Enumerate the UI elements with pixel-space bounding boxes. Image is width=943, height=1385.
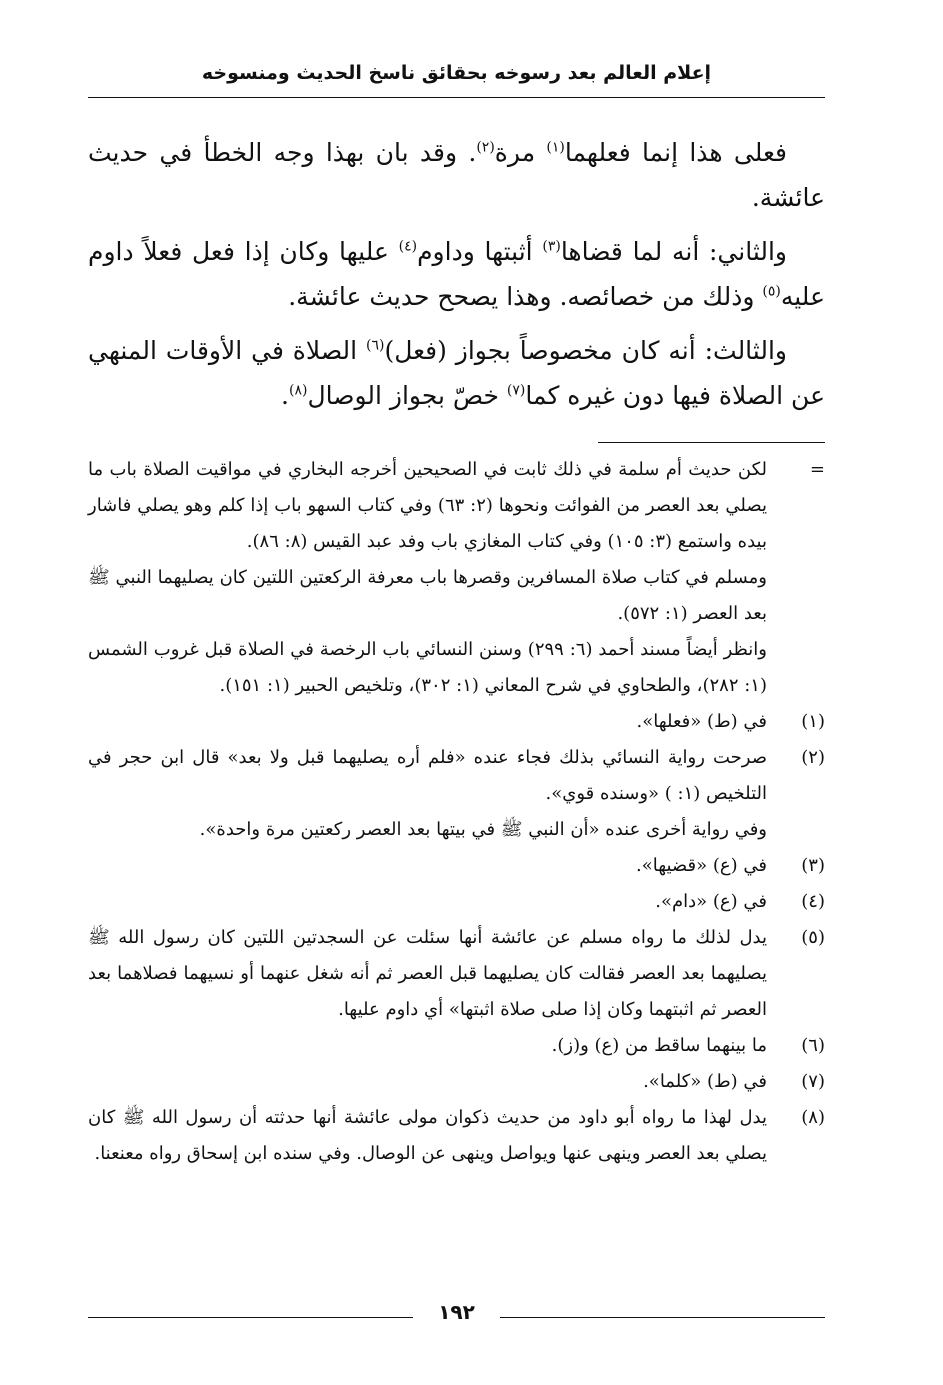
footnote-body	[88, 452, 767, 704]
footnote-mark: (٣)	[801, 855, 825, 876]
footnote-6	[88, 1028, 825, 1064]
footnote-paragraph: يدل لذلك ما رواه مسلم عن عائشة أنها سئلت عن السجدتين اللتين كان رسول الله ﷺ يصليهما بعد العصر فقالت كان يصليهما قبل العصر ثم أنه شغل عنهما أو نسيهما فصلاهما بعد العصر ثم اثبتهما وكان إذا صلى صلاة اثبتها» أي داوم عليها.	[88, 927, 767, 1020]
footnote-continued	[88, 452, 825, 704]
footnote-paragraph: في (ط) «فعلها».	[636, 711, 767, 732]
text-run: فعلى هذا إنما فعلهما	[564, 138, 787, 167]
footnote-paragraph: لكن حديث أم سلمة في ذلك ثابت في الصحيحين أخرجه البخاري في مواقيت الصلاة باب ما يصلي بعد العصر من الفوائت ونحوها (٢: ٦٣) وفي كتاب السهو باب إذا كلم وهو يصلي فاشار بيده واستمع (٣: ١٠٥) وفي كتاب المغازي باب وفد عبد القيس (٨: ٨٦).	[88, 459, 767, 552]
footnotes	[88, 452, 825, 1172]
page-number: ١٩٢	[438, 1300, 475, 1324]
footnote-paragraph: وفي رواية أخرى عنده «أن النبي ﷺ في بيتها بعد العصر ركعتين مرة واحدة».	[199, 819, 767, 840]
footer-rule	[88, 1317, 413, 1318]
footnote-body	[88, 920, 767, 1028]
footnote-separator	[598, 442, 825, 443]
footnote-body	[88, 1028, 767, 1064]
running-header: إعلام العالم بعد رسوخه بحقائق ناسخ الحديث ومنسوخه	[201, 62, 712, 84]
footnote-ref: (٦)	[365, 337, 385, 354]
footnote-paragraph: ما بينهما ساقط من (ع) و(ز).	[551, 1035, 767, 1056]
main-text	[88, 130, 825, 427]
footnote-ref: (٤)	[398, 238, 418, 255]
footer-rule	[500, 1317, 825, 1318]
text-run: عليها وكان إذا فعل فعلاً داوم عليه	[88, 237, 825, 311]
text-run: أثبتها وداوم	[417, 237, 543, 266]
text-run: والثالث: أنه كان مخصوصاً بجواز (فعل)	[384, 336, 787, 365]
footnote-paragraph: صرحت رواية النسائي بذلك فجاء عنده «فلم أره يصليهما قبل ولا بعد» قال ابن حجر في التلخيص (١: ) «وسنده قوي».	[88, 747, 767, 804]
footnote-4	[88, 884, 825, 920]
footnote-body	[88, 1064, 767, 1100]
footnote-mark: (٨)	[801, 1107, 825, 1128]
text-run: مرة	[494, 138, 547, 167]
text-run: خصّ بجواز الوصال	[307, 381, 507, 410]
text-run: .	[281, 381, 289, 410]
text-run: والثاني: أنه لما قضاها	[560, 237, 787, 266]
footnote-ref: (٢)	[476, 139, 495, 156]
paragraph-1	[88, 130, 825, 220]
footnote-mark: (٦)	[801, 1035, 825, 1056]
footnote-mark: (٥)	[801, 927, 825, 948]
footnote-ref: (٥)	[762, 283, 781, 300]
footnote-ref: (١)	[546, 139, 565, 156]
paragraph-3	[88, 328, 825, 418]
footnote-paragraph: في (ع) «دام».	[655, 891, 767, 912]
paragraph-2	[88, 229, 825, 319]
footnote-ref: (٧)	[506, 382, 526, 399]
footnote-mark: (٤)	[801, 891, 825, 912]
footnote-body	[88, 704, 767, 740]
footnote-3	[88, 848, 825, 884]
footnote-1	[88, 704, 825, 740]
text-run: الصلاة في الأوقات المنهي عن الصلاة فيها دون غيره كما	[88, 336, 825, 410]
footnote-paragraph: ومسلم في كتاب صلاة المسافرين وقصرها باب معرفة الركعتين اللتين كان يصليهما النبي ﷺ بعد العصر (١: ٥٧٢).	[88, 567, 767, 624]
footnote-2	[88, 740, 825, 848]
footnote-body	[88, 884, 767, 920]
footnote-paragraph: في (ع) «قضيها».	[635, 855, 767, 876]
footnote-5	[88, 920, 825, 1028]
footnote-body	[88, 1100, 767, 1172]
footnote-mark: (١)	[801, 711, 825, 732]
footnote-mark: (٧)	[801, 1071, 825, 1092]
footnote-body	[88, 848, 767, 884]
footnote-paragraph: يدل لهذا ما رواه أبو داود من حديث ذكوان مولى عائشة أنها حدثته أن رسول الله ﷺ كان يصلي بعد العصر وينهى عنها ويواصل وينهى عن الوصال. وفي سنده ابن إسحاق رواه معنعنا.	[88, 1107, 767, 1164]
header-rule	[88, 97, 825, 98]
footnote-ref: (٣)	[542, 238, 561, 255]
footnote-paragraph: وانظر أيضاً مسند أحمد (٦: ٢٩٩) وسنن النسائي باب الرخصة في الصلاة قبل غروب الشمس (١: ٢٨٢)، والطحاوي في شرح المعاني (١: ٣٠٢)، وتلخيص الحبير (١: ١٥١).	[88, 639, 767, 696]
text-run: وذلك من خصائصه. وهذا يصحح حديث عائشة.	[288, 282, 763, 311]
footnote-8	[88, 1100, 825, 1172]
footnote-7	[88, 1064, 825, 1100]
footnote-mark: (٢)	[801, 747, 825, 768]
footnote-ref: (٨)	[288, 382, 308, 399]
footnote-paragraph: في (ط) «كلما».	[643, 1071, 767, 1092]
footnote-mark: =	[809, 459, 825, 480]
text-run: . وقد بان بهذا وجه الخطأ في حديث عائشة.	[88, 138, 825, 212]
footnote-body	[88, 740, 767, 848]
